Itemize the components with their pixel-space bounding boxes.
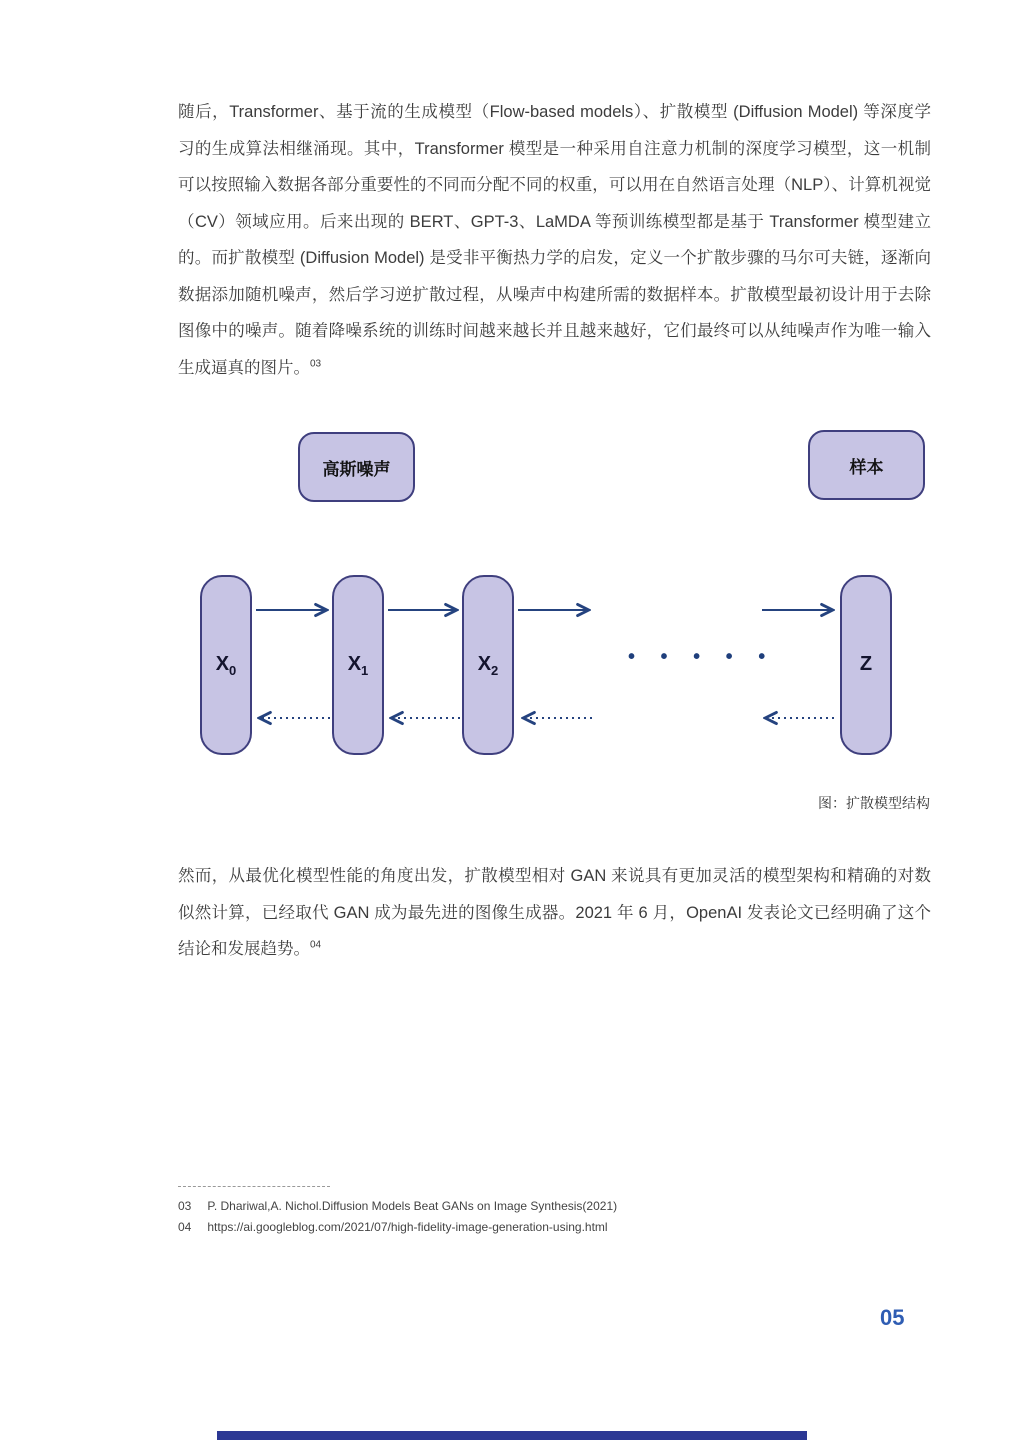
sample-label: 样本 xyxy=(849,457,884,477)
diagram-node-x2 xyxy=(462,575,514,755)
footnotes xyxy=(178,1196,931,1238)
paragraph-2-text: 然而，从最优化模型性能的角度出发，扩散模型相对 GAN 来说具有更加灵活的模型架构和精确的对数似然计算，已经取代 GAN 成为最先进的图像生成器。2021 年 6 月，OpenAI 发表论文已经明确了这个结论和发展趋势。 xyxy=(178,867,931,958)
footnote-04-link[interactable]: https://ai.googleblog.com/2021/07/high-fidelity-image-generation-using.html xyxy=(207,1220,608,1234)
diagram-node-z xyxy=(840,575,892,755)
gaussian-noise-label: 高斯噪声 xyxy=(322,459,391,479)
footnote-03 xyxy=(178,1196,931,1217)
footnote-ref-03: 03 xyxy=(310,358,322,369)
gaussian-noise-box xyxy=(298,432,415,502)
footnote-03-number: 03 xyxy=(178,1199,192,1213)
node-x0-label: $X_0$ xyxy=(215,652,237,678)
footer-accent-bar xyxy=(217,1431,807,1440)
diffusion-model-diagram xyxy=(0,430,1029,810)
footnote-03-text: P. Dhariwal,A. Nichol.Diffusion Models Beat GANs on Image Synthesis(2021) xyxy=(207,1199,618,1213)
node-z-label: Z xyxy=(859,652,873,675)
paragraph-1-text: 随后，Transformer、基于流的生成模型（Flow-based models）、扩散模型 (Diffusion Model) 等深度学习的生成算法相继涌现。其中，Transformer 模型是一种采用自注意力机制的深度学习模型，这一机制可以按照输入数据各部分重要性的不同而分配不同的权重，可以用在自然语言处理（NLP）、计算机视觉（CV）领域应用。后来出现的 BERT、GPT-3、LaMDA 等预训练模型都是基于 Transformer 模型建立的。而扩散模型 (Diffusion Model) 是受非平衡热力学的启发，定义一个扩散步骤的马尔可夫链，逐渐向数据添加随机噪声，然后学习逆扩散过程，从噪声中构建所需的数据样本。扩散模型最初设计用于去除图像中的噪声。随着降噪系统的训练时间越来越长并且越来越好，它们最终可以从纯噪声作为唯一输入生成逼真的图片。 xyxy=(178,103,931,377)
diagram-node-x1 xyxy=(332,575,384,755)
node-x1-label: $X_1$ xyxy=(347,652,369,678)
diagram-node-x0 xyxy=(200,575,252,755)
footnote-divider xyxy=(178,1186,330,1187)
figure-caption: 图：扩散模型结构 xyxy=(818,795,930,811)
body-paragraph-1 xyxy=(178,94,931,386)
footnote-04 xyxy=(178,1217,931,1238)
footnote-04-number: 04 xyxy=(178,1220,192,1234)
footnote-ref-04: 04 xyxy=(310,939,322,951)
body-paragraph-2 xyxy=(178,858,931,968)
node-x2-label: $X_2$ xyxy=(477,652,499,678)
ellipsis-dots: • • • • • xyxy=(628,646,776,668)
page-number: 05 xyxy=(880,1305,905,1330)
sample-box xyxy=(808,430,925,500)
